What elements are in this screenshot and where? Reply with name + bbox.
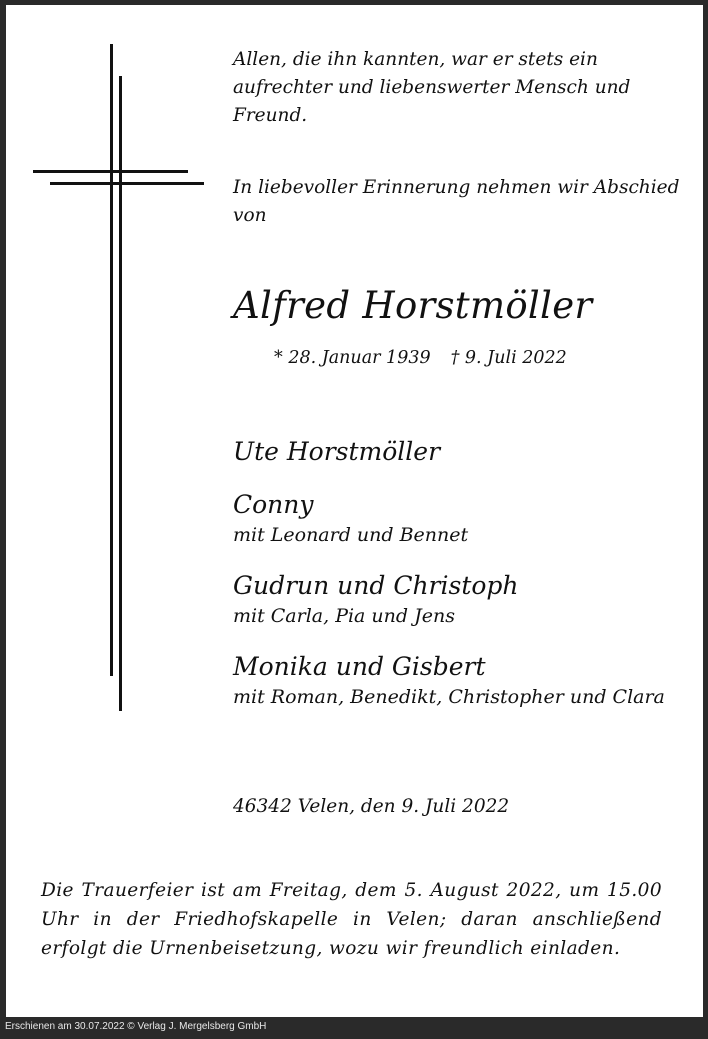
mourner-group (233, 490, 468, 550)
life-dates (274, 346, 567, 370)
mourner-name: Ute Horstmöller (233, 437, 441, 466)
mourner-name: Conny (233, 490, 314, 519)
mourner-group (233, 571, 519, 631)
funeral-service-text: Die Trauerfeier ist am Freitag, dem 5. August 2022, um 15.00 Uhr in der Friedhofskapelle in Velen; daran anschließend erfolgt die Urnenbeisetzung, wozu wir freundlich einladen. (41, 880, 662, 959)
intro-text: Allen, die ihn kannten, war er stets ein aufrechter und liebenswerter Mensch und Freund. (233, 49, 631, 126)
place-and-date: 46342 Velen, den 9. Juli 2022 (233, 796, 510, 817)
mourner-group (233, 652, 673, 712)
cross-icon-horizontal-beam-offset (50, 182, 204, 185)
mourner-name: Gudrun und Christoph (233, 571, 519, 600)
publication-footer: Erschienen am 30.07.2022 © Verlag J. Mergelsberg GmbH (5, 1021, 267, 1032)
mourner-children: mit Leonard und Bennet (233, 524, 469, 546)
death-date: † 9. Juli 2022 (450, 348, 567, 368)
cross-icon-horizontal-beam (33, 170, 188, 173)
memory-text: In liebevoller Erinnerung nehmen wir Abschied von (233, 177, 680, 226)
mourner-name: Monika und Gisbert (233, 652, 486, 681)
deceased-name: Alfred Horstmöller (233, 284, 593, 327)
mourner-group (233, 437, 440, 467)
cross-icon-vertical-beam (110, 44, 113, 676)
birth-date: * 28. Januar 1939 (274, 348, 431, 368)
mourner-children: mit Carla, Pia und Jens (233, 605, 455, 627)
mourner-children: mit Roman, Benedikt, Christopher und Clara (233, 686, 665, 708)
obituary-notice (6, 5, 703, 1017)
